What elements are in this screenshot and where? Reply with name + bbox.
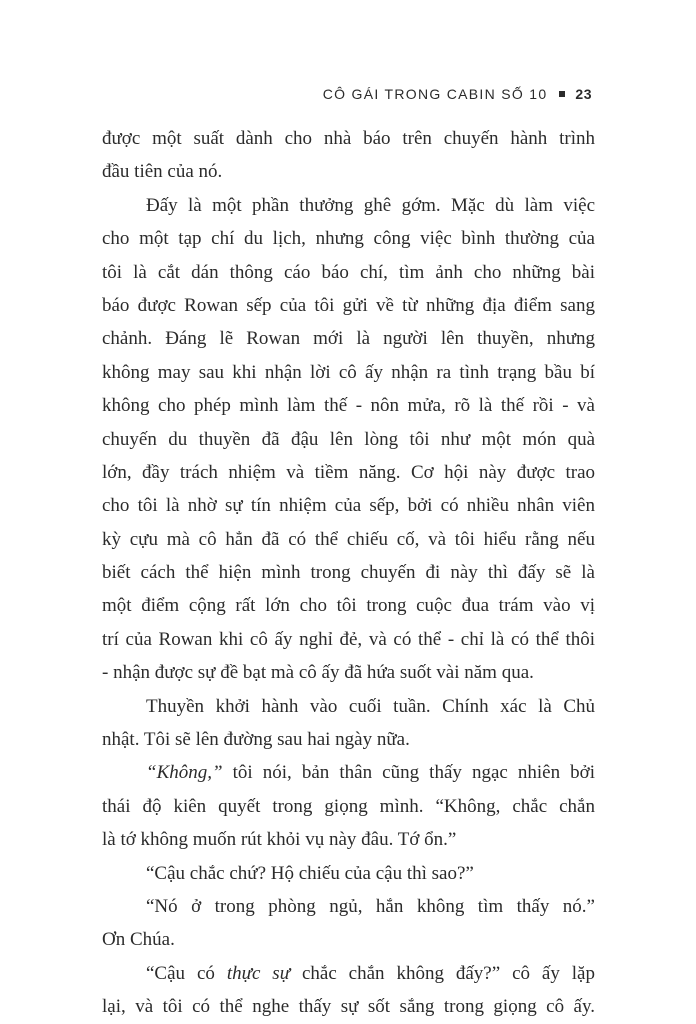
text-line: Đấy là một phần thưởng ghê gớm. Mặc dù làm việc bbox=[146, 194, 595, 216]
text-line: một điểm cộng rất lớn cho tôi trong cuộc đua trám vào vị bbox=[102, 595, 595, 617]
text-line: trí của Rowan khi cô ấy nghỉ đẻ, và có thể - chỉ là có thể thôi bbox=[102, 628, 595, 650]
text-line: kỳ cựu mà cô hẳn đã có thể chiếu cố, và tôi hiểu rằng nếu bbox=[102, 528, 595, 550]
text-line bbox=[102, 957, 595, 990]
separator-square-icon bbox=[559, 91, 565, 97]
text-segment: “Cậu có bbox=[146, 962, 227, 984]
text-line: “Nó ở trong phòng ngủ, hắn không tìm thấy nó.” bbox=[146, 895, 595, 917]
italic-text: “Không,” bbox=[146, 762, 223, 784]
text-line: cho tôi là nhờ sự tín nhiệm của sếp, bởi có nhiều nhân viên bbox=[102, 495, 595, 517]
text-segment: chắc chắn không đấy?” cô ấy lặp bbox=[290, 962, 595, 984]
text-line bbox=[102, 756, 595, 789]
text-line: là tớ không muốn rút khỏi vụ này đâu. Tớ ổn.” bbox=[102, 829, 457, 851]
text-line: Thuyền khởi hành vào cuối tuần. Chính xác là Chủ bbox=[146, 695, 595, 717]
text-line: “Cậu chắc chứ? Hộ chiếu của cậu thì sao?” bbox=[146, 862, 474, 884]
text-line: lại, và tôi có thể nghe thấy sự sốt sắng trong giọng cô ấy. bbox=[102, 996, 595, 1018]
text-line: nhật. Tôi sẽ lên đường sau hai ngày nữa. bbox=[102, 729, 410, 751]
text-line: tôi là cắt dán thông cáo báo chí, tìm ảnh cho những bài bbox=[102, 261, 595, 283]
text-line: chảnh. Đáng lẽ Rowan mới là người lên thuyền, nhưng bbox=[102, 328, 595, 350]
text-line: không may sau khi nhận lời cô ấy nhận ra tình trạng bầu bí bbox=[102, 361, 595, 383]
text-line: cho một tạp chí du lịch, nhưng công việc bình thường của bbox=[102, 228, 595, 250]
body-text bbox=[102, 122, 595, 1024]
text-line: thái độ kiên quyết trong giọng mình. “Không, chắc chắn bbox=[102, 795, 595, 817]
text-segment: tôi nói, bản thân cũng thấy ngạc nhiên bởi bbox=[222, 762, 595, 784]
running-title: CÔ GÁI TRONG CABIN SỐ 10 bbox=[322, 86, 548, 102]
text-line: Ơn Chúa. bbox=[102, 929, 175, 951]
running-header bbox=[323, 84, 592, 104]
text-line: không cho phép mình làm thế - nôn mửa, rõ là thế rồi - và bbox=[102, 395, 595, 417]
italic-text: thực sự bbox=[226, 962, 291, 984]
text-line: biết cách thể hiện mình trong chuyến đi này thì đấy sẽ là bbox=[102, 562, 595, 584]
text-line: chuyến du thuyền đã đậu lên lòng tôi như một món quà bbox=[102, 428, 595, 450]
text-line: lớn, đầy trách nhiệm và tiềm năng. Cơ hội này được trao bbox=[102, 461, 595, 483]
text-line: được một suất dành cho nhà báo trên chuyến hành trình bbox=[102, 128, 595, 149]
text-line: đầu tiên của nó. bbox=[102, 161, 223, 183]
page-number: 23 bbox=[575, 86, 592, 102]
text-line: - nhận được sự đề bạt mà cô ấy đã hứa suốt vài năm qua. bbox=[102, 662, 534, 684]
text-line: báo được Rowan sếp của tôi gửi về từ những địa điểm sang bbox=[102, 294, 595, 316]
